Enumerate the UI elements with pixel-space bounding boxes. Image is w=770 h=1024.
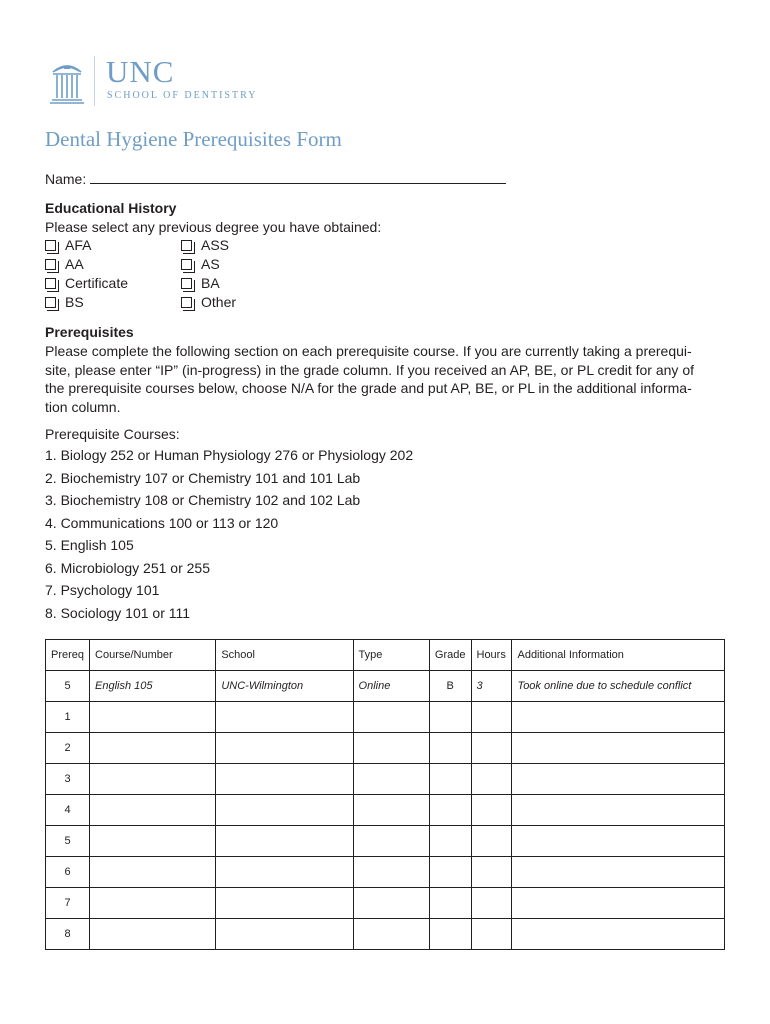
hours-cell[interactable] [471, 857, 512, 888]
checkbox-icon[interactable] [45, 297, 56, 308]
grade-cell[interactable] [429, 764, 471, 795]
example-hours: 3 [471, 671, 512, 702]
prerequisites-heading: Prerequisites [45, 324, 134, 340]
table-row [46, 795, 725, 826]
hours-cell[interactable] [471, 733, 512, 764]
checkbox-icon[interactable] [181, 240, 192, 251]
old-well-icon [50, 58, 84, 104]
row-number: 7 [46, 888, 90, 919]
course-cell[interactable] [90, 826, 216, 857]
checkbox-icon[interactable] [181, 259, 192, 270]
table-row [46, 733, 725, 764]
course-cell[interactable] [90, 795, 216, 826]
hours-cell[interactable] [471, 888, 512, 919]
info-cell[interactable] [512, 733, 725, 764]
logo-wordmark: UNC [106, 54, 175, 89]
row-number: 8 [46, 919, 90, 950]
logo-divider [94, 56, 95, 106]
logo-subtitle: SCHOOL OF DENTISTRY [107, 90, 258, 101]
col-school: School [216, 640, 353, 671]
unc-logo [50, 56, 310, 106]
checkbox-icon[interactable] [181, 297, 192, 308]
type-cell[interactable] [353, 795, 429, 826]
course-item: 4. Communications 100 or 113 or 120 [45, 514, 279, 531]
checkbox-icon[interactable] [45, 259, 56, 270]
example-prereq: 5 [46, 671, 90, 702]
row-number: 1 [46, 702, 90, 733]
degree-checkbox-as[interactable]: AS [181, 255, 220, 273]
name-row [45, 170, 506, 188]
row-number: 3 [46, 764, 90, 795]
degree-checkbox-ba[interactable]: BA [181, 274, 220, 292]
grade-cell[interactable] [429, 733, 471, 764]
school-cell[interactable] [216, 795, 353, 826]
course-item: 7. Psychology 101 [45, 582, 160, 598]
table-row [46, 857, 725, 888]
example-course: English 105 [90, 671, 216, 702]
info-cell[interactable] [512, 857, 725, 888]
row-number: 5 [46, 826, 90, 857]
course-cell[interactable] [90, 888, 216, 919]
school-cell[interactable] [216, 888, 353, 919]
grade-cell[interactable] [429, 826, 471, 857]
course-cell[interactable] [90, 857, 216, 888]
school-cell[interactable] [216, 702, 353, 733]
prerequisites-instructions: Please complete the following section on each prerequisite course. If you are currently taking a prerequi- site, please enter “IP” (in-progress) in the grade column. If you received an AP, BE, or PL credit for any of the prerequisite courses below, choose N/A for the grade and put AP, BE, or PL in the additional informa- tion column. [45, 343, 694, 415]
school-cell[interactable] [216, 919, 353, 950]
checkbox-icon[interactable] [45, 240, 56, 251]
col-additional-information: Additional Information [512, 640, 725, 671]
school-cell[interactable] [216, 764, 353, 795]
info-cell[interactable] [512, 795, 725, 826]
table-row [46, 764, 725, 795]
school-cell[interactable] [216, 733, 353, 764]
prerequisite-course-list [45, 444, 413, 624]
course-item: 5. English 105 [45, 537, 134, 553]
degree-prompt: Please select any previous degree you have obtained: [45, 219, 382, 235]
hours-cell[interactable] [471, 795, 512, 826]
course-item: 8. Sociology 101 or 111 [45, 604, 191, 621]
checkbox-icon[interactable] [45, 278, 56, 289]
name-label: Name: [45, 171, 87, 187]
type-cell[interactable] [353, 919, 429, 950]
degree-checkbox-bs[interactable]: BS [45, 293, 84, 311]
course-cell[interactable] [90, 733, 216, 764]
course-item: 2. Biochemistry 107 or Chemistry 101 and 101 Lab [45, 469, 361, 486]
degree-checkbox-ass[interactable]: ASS [181, 236, 229, 254]
hours-cell[interactable] [471, 764, 512, 795]
info-cell[interactable] [512, 888, 725, 919]
col-course-number: Course/Number [90, 640, 216, 671]
degree-checkbox-certificate[interactable]: Certificate [45, 274, 128, 292]
col-hours: Hours [471, 640, 512, 671]
prerequisites-table [45, 639, 725, 950]
table-row [46, 702, 725, 733]
degree-checkboxes [45, 236, 305, 312]
example-info: Took online due to schedule conflict [512, 671, 725, 702]
type-cell[interactable] [353, 764, 429, 795]
degree-checkbox-afa[interactable]: AFA [45, 236, 91, 254]
table-row [46, 919, 725, 950]
grade-cell[interactable] [429, 857, 471, 888]
hours-cell[interactable] [471, 826, 512, 857]
degree-checkbox-other[interactable]: Other [181, 293, 236, 311]
form-title: Dental Hygiene Prerequisites Form [45, 127, 342, 151]
grade-cell[interactable] [429, 795, 471, 826]
type-cell[interactable] [353, 733, 429, 764]
example-school: UNC-Wilmington [216, 671, 353, 702]
school-cell[interactable] [216, 857, 353, 888]
info-cell[interactable] [512, 826, 725, 857]
prerequisite-courses-label: Prerequisite Courses: [45, 426, 180, 442]
type-cell[interactable] [353, 857, 429, 888]
grade-cell[interactable] [429, 702, 471, 733]
type-cell[interactable] [353, 888, 429, 919]
col-type: Type [353, 640, 429, 671]
row-number: 2 [46, 733, 90, 764]
school-cell[interactable] [216, 826, 353, 857]
info-cell[interactable] [512, 702, 725, 733]
hours-cell[interactable] [471, 919, 512, 950]
example-row [46, 671, 725, 702]
example-grade: B [429, 671, 471, 702]
type-cell[interactable] [353, 826, 429, 857]
degree-checkbox-aa[interactable]: AA [45, 255, 84, 273]
info-cell[interactable] [512, 764, 725, 795]
info-cell[interactable] [512, 919, 725, 950]
course-cell[interactable] [90, 919, 216, 950]
course-item: 3. Biochemistry 108 or Chemistry 102 and 102 Lab [45, 492, 361, 508]
checkbox-icon[interactable] [181, 278, 192, 289]
col-prereq: Prereq [46, 640, 90, 671]
row-number: 4 [46, 795, 90, 826]
educational-history-heading: Educational History [45, 200, 177, 216]
grade-cell[interactable] [429, 919, 471, 950]
type-cell[interactable] [353, 702, 429, 733]
row-number: 6 [46, 857, 90, 888]
name-field[interactable] [90, 172, 506, 184]
grade-cell[interactable] [429, 888, 471, 919]
course-item: 1. Biology 252 or Human Physiology 276 or Physiology 202 [45, 447, 414, 463]
course-cell[interactable] [90, 764, 216, 795]
col-grade: Grade [429, 640, 471, 671]
table-row [46, 826, 725, 857]
hours-cell[interactable] [471, 702, 512, 733]
example-type: Online [353, 671, 429, 702]
course-item: 6. Microbiology 251 or 255 [45, 559, 210, 576]
table-header-row [46, 640, 725, 671]
table-row [46, 888, 725, 919]
course-cell[interactable] [90, 702, 216, 733]
